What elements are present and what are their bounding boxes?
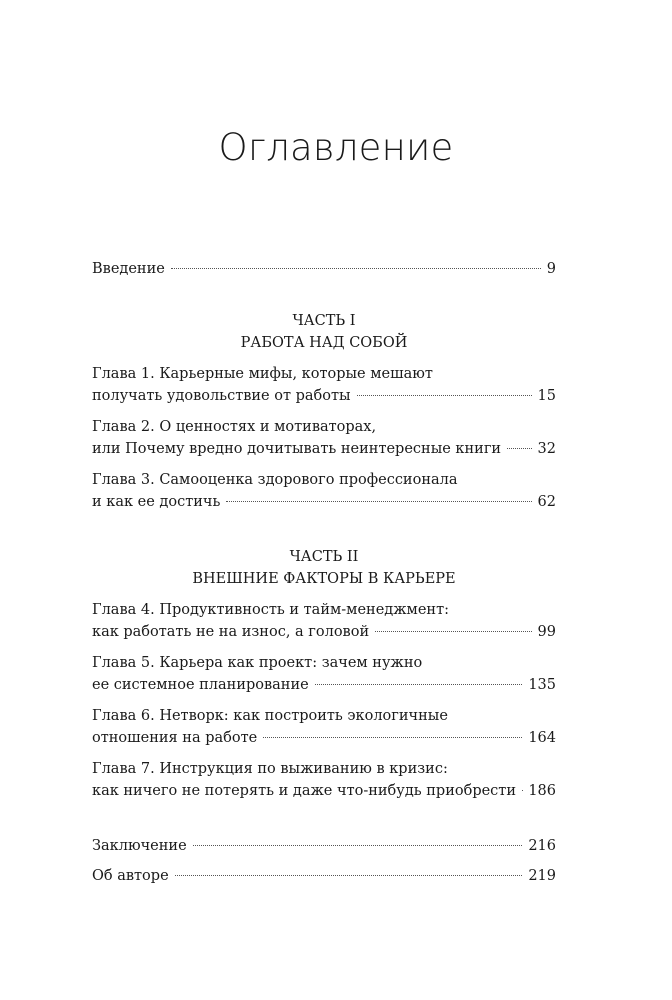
toc-entry-label: Введение [92,261,165,277]
dot-leader [175,875,523,876]
chapter-title-line2: и как ее достичь [92,494,221,510]
part-label: ЧАСТЬ I [292,313,356,329]
toc-entry-label: Об авторе [92,868,169,884]
page-number: 15 [537,388,556,404]
chapter-title-line2: или Почему вредно дочитывать неинтересные книги [92,441,502,457]
page-number: 99 [537,624,556,640]
toc-entry-about-author [92,865,556,887]
chapter-title-line2: как работать не на износ, а головой [92,624,370,640]
dot-leader [226,501,531,502]
dot-leader [375,631,531,632]
chapter-title-line1: Глава 1. Карьерные мифы, которые мешают [92,366,433,382]
toc-entry-intro [92,258,556,280]
toc-entry-label: Заключение [92,838,187,854]
part-title: ВНЕШНИЕ ФАКТОРЫ В КАРЬЕРЕ [192,571,456,587]
toc-entry-chapter [92,363,556,407]
chapter-title-line2: получать удовольствие от работы [92,388,351,404]
dot-leader [263,737,522,738]
chapter-title-line1: Глава 4. Продуктивность и тайм-менеджмент: [92,602,449,618]
dot-leader [171,268,541,269]
page-title: Оглавление [218,126,454,169]
part-label: ЧАСТЬ II [289,549,359,565]
part-heading [92,310,556,354]
page-number: 62 [537,494,556,510]
chapter-title-line2: отношения на работе [92,730,258,746]
chapter-title-line1: Глава 3. Самооценка здорового профессионала [92,472,458,488]
chapter-title-line2: как ничего не потерять и даже что-нибудь приобрести [92,783,516,799]
page-number: 216 [528,838,556,854]
page-number: 32 [537,441,556,457]
toc-entry-chapter [92,705,556,749]
part-title: РАБОТА НАД СОБОЙ [240,335,408,351]
toc-entry-conclusion [92,835,556,857]
chapter-title-line1: Глава 7. Инструкция по выживанию в кризис: [92,761,448,777]
chapter-title-line1: Глава 2. О ценностях и мотиваторах, [92,419,377,435]
dot-leader [315,684,523,685]
page-number: 135 [528,677,556,693]
page-number: 9 [546,261,556,277]
chapter-title-line1: Глава 6. Нетворк: как построить экологичные [92,708,448,724]
toc-entry-chapter [92,469,556,513]
page-number: 219 [528,868,556,884]
toc-entry-chapter [92,416,556,460]
chapter-title-line2: ее системное планирование [92,677,309,693]
toc-entry-chapter [92,599,556,643]
toc-entry-chapter [92,758,556,802]
table-of-contents [92,258,556,887]
dot-leader [193,845,523,846]
toc-entry-chapter [92,652,556,696]
dot-leader [357,395,532,396]
dot-leader [507,448,531,449]
page-number: 186 [528,783,556,799]
part-heading [92,546,556,590]
page-number: 164 [528,730,556,746]
chapter-title-line1: Глава 5. Карьера как проект: зачем нужно [92,655,423,671]
